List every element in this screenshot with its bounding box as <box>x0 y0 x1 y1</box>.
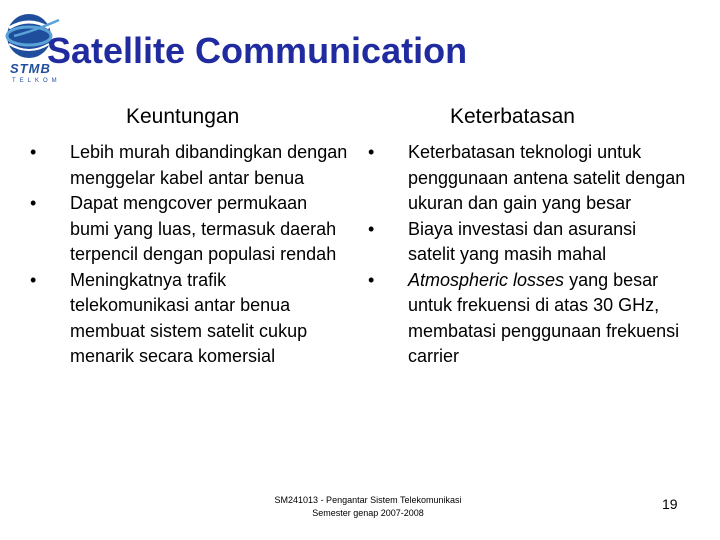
list-item <box>368 140 688 217</box>
advantages-list <box>30 140 350 370</box>
list-item-text-rest: yang besar untuk frekuensi di atas 30 GHz, membatasi penggunaan frekuensi carrier <box>408 269 680 366</box>
bullet-icon: • <box>368 142 375 162</box>
advantages-heading: Keuntungan <box>126 105 240 128</box>
slide-title: Satellite Communication <box>47 30 468 71</box>
list-item <box>30 191 350 268</box>
bullet-icon: • <box>368 269 375 290</box>
limitations-list <box>368 140 688 370</box>
list-item-text: Keterbatasan teknologi untuk penggunaan antena satelit dengan ukuran dan gain yang besar <box>408 142 686 213</box>
list-item <box>368 268 688 370</box>
bullet-icon: • <box>30 269 37 290</box>
list-item <box>368 217 688 268</box>
list-item <box>30 140 350 191</box>
footer-semester: Semester genap 2007-2008 <box>312 508 424 518</box>
footer <box>258 494 478 520</box>
list-item-text <box>408 270 679 367</box>
page-number: 19 <box>662 496 678 512</box>
footer-course: SM241013 - Pengantar Sistem Telekomunikasi <box>274 495 462 505</box>
atmospheric-losses-term: Atmospheric losses <box>408 269 565 290</box>
limitations-heading: Keterbatasan <box>450 105 575 128</box>
bullet-icon: • <box>30 142 37 162</box>
list-item <box>30 268 350 370</box>
list-item-text: Meningkatnya trafik telekomunikasi antar benua membuat sistem satelit cukup menarik secara komersial <box>70 269 308 366</box>
list-item-text: Dapat mengcover permukaan bumi yang luas, termasuk daerah terpencil dengan populasi rendah <box>70 193 337 264</box>
logo-main-text: STMB <box>10 61 51 76</box>
bullet-icon: • <box>30 193 37 213</box>
logo-sub-text: TELKOM <box>12 78 61 84</box>
list-item-text: Lebih murah dibandingkan dengan menggelar kabel antar benua <box>70 142 348 188</box>
list-item-text: Biaya investasi dan asuransi satelit yang masih mahal <box>408 218 637 264</box>
bullet-icon: • <box>368 218 375 239</box>
